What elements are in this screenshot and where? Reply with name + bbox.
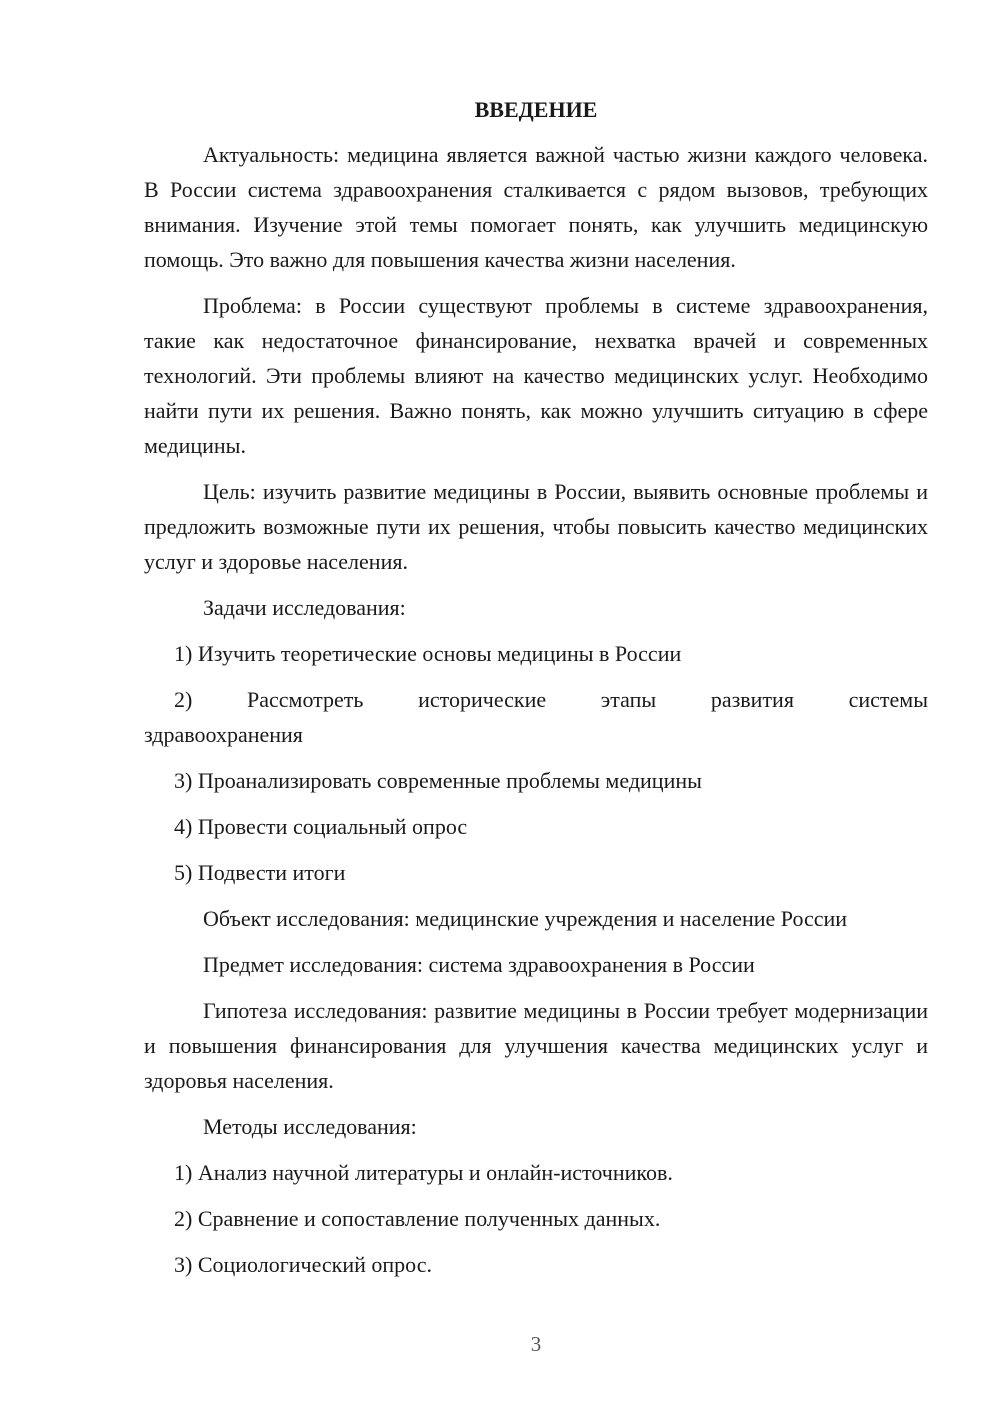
object-line: Объект исследования: медицинские учреждения и население России bbox=[203, 906, 848, 931]
subject-line: Предмет исследования: система здравоохранения в России bbox=[203, 952, 755, 977]
problem-paragraph: Проблема: в России существуют проблемы в системе здравоохранения, такие как недостаточное финансирование, нехватка врачей и современных технологий. Эти проблемы влияют на качество медицинских услуг. Необходимо найти пути их решения. Важно понять, как можно улучшить ситуацию в сфере медицины. bbox=[144, 293, 928, 458]
task-item: 4) Провести социальный опрос bbox=[174, 814, 468, 839]
goal-paragraph: Цель: изучить развитие медицины в России, выявить основные проблемы и предложить возможные пути их решения, чтобы повысить качество медицинских услуг и здоровье населения. bbox=[144, 479, 928, 574]
task-item-line: 2) Рассмотреть исторические этапы развития системы bbox=[174, 687, 928, 712]
task-item: 5) Подвести итоги bbox=[174, 860, 346, 885]
task-item: 3) Проанализировать современные проблемы медицины bbox=[174, 768, 702, 793]
task-item bbox=[144, 682, 928, 752]
relevance-paragraph: Актуальность: медицина является важной частью жизни каждого человека. В России система здравоохранения сталкивается с рядом вызовов, требующих внимания. Изучение этой темы помогает понять, как улучшить медицинскую помощь. Это важно для повышения качества жизни населения. bbox=[144, 142, 928, 272]
page-title: ВВЕДЕНИЕ bbox=[474, 97, 598, 122]
method-item: 2) Сравнение и сопоставление полученных данных. bbox=[174, 1206, 661, 1231]
page-number: 3 bbox=[530, 1332, 542, 1356]
tasks-heading: Задачи исследования: bbox=[203, 595, 406, 620]
method-item: 1) Анализ научной литературы и онлайн-источников. bbox=[174, 1160, 673, 1185]
task-item-continuation: здравоохранения bbox=[144, 722, 303, 747]
method-item: 3) Социологический опрос. bbox=[174, 1252, 432, 1277]
document-page bbox=[144, 92, 928, 1293]
methods-heading: Методы исследования: bbox=[203, 1114, 417, 1139]
hypothesis-paragraph: Гипотеза исследования: развитие медицины в России требует модернизации и повышения финансирования для улучшения качества медицинских услуг и здоровья населения. bbox=[144, 998, 928, 1093]
task-item: 1) Изучить теоретические основы медицины в России bbox=[174, 641, 682, 666]
